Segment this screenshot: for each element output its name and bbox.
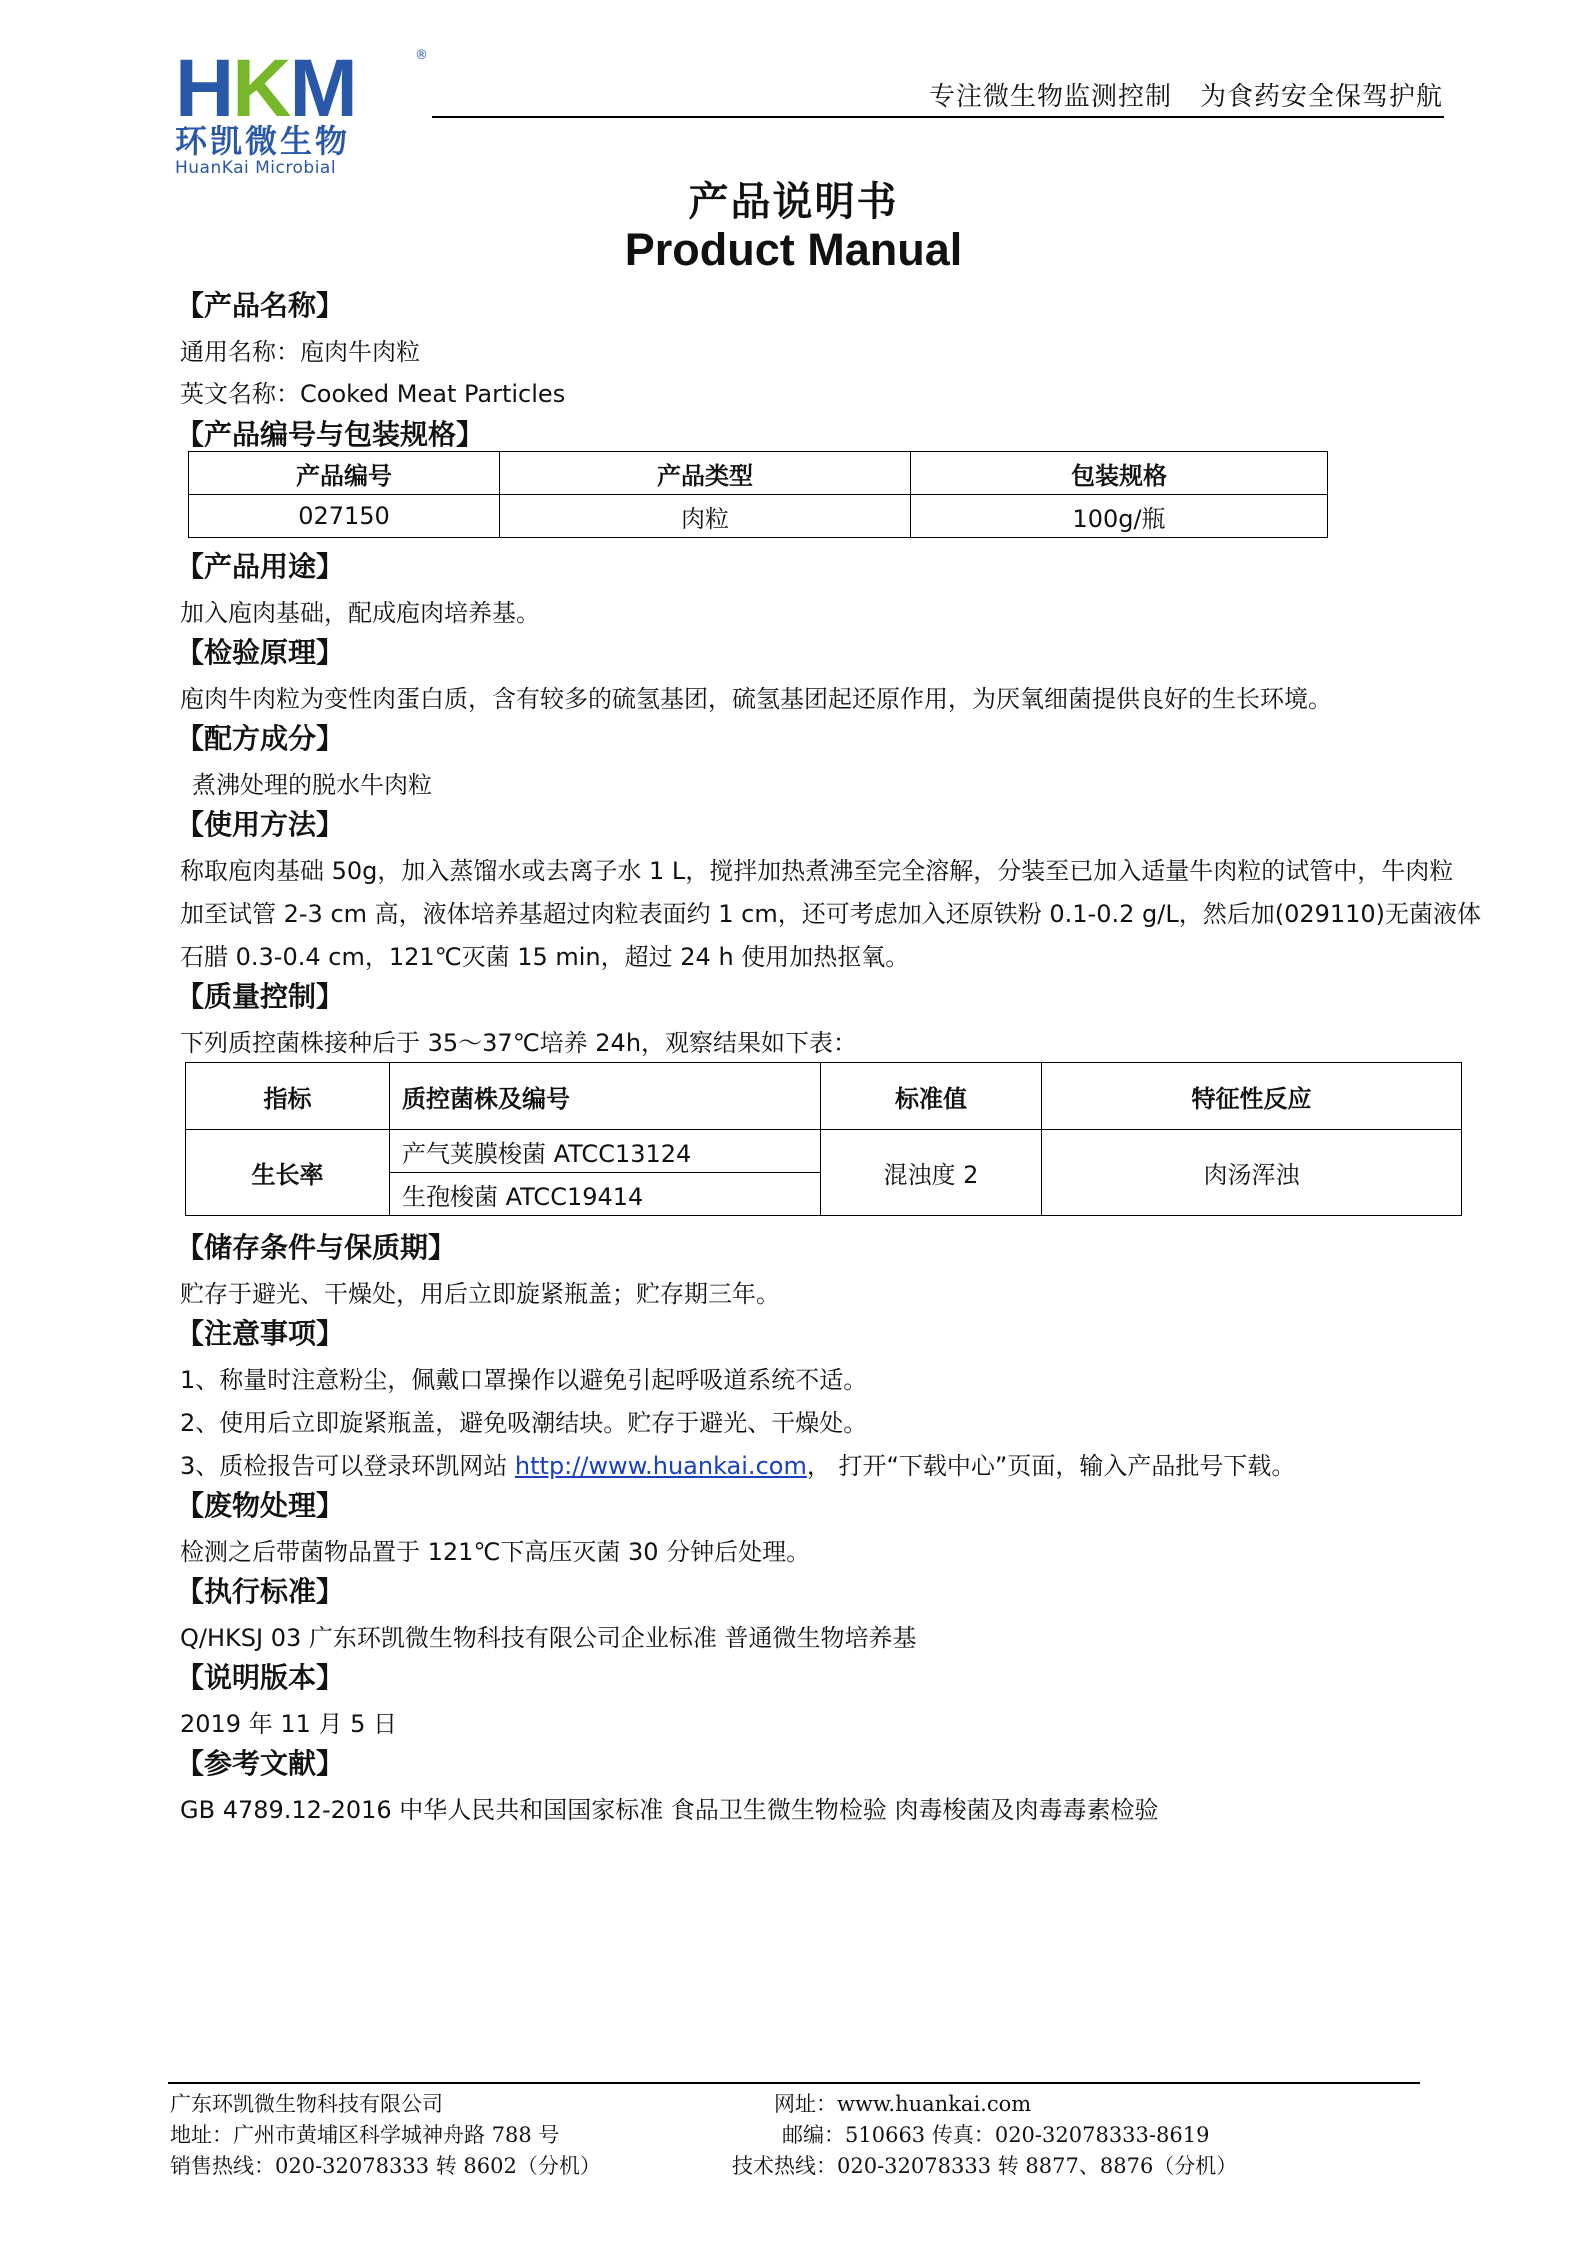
section-heading-reference: 【参考文献】	[176, 1747, 345, 1780]
section-heading-standard: 【执行标准】	[176, 1575, 345, 1608]
method-line-3: 石腊 0.3-0.4 cm，121℃灭菌 15 min，超过 24 h 使用加热抠氧。	[180, 943, 910, 971]
spec-cell-package: 100g/瓶	[911, 495, 1328, 538]
standard-text: Q/HKSJ 03 广东环凯微生物科技有限公司企业标准 普通微生物培养基	[180, 1624, 917, 1652]
section-heading-method: 【使用方法】	[176, 808, 345, 841]
footer-website: 网址：www.huankai.com	[774, 2092, 1032, 2116]
qc-cell-strain-1: 产气荚膜梭菌 ATCC13124	[390, 1130, 821, 1173]
qc-header-indicator: 指标	[186, 1063, 390, 1130]
section-heading-qc: 【质量控制】	[176, 980, 345, 1013]
section-heading-formula: 【配方成分】	[176, 722, 345, 755]
qc-cell-reaction: 肉汤浑浊	[1042, 1130, 1462, 1216]
spec-header-package: 包装规格	[911, 452, 1328, 495]
section-heading-version: 【说明版本】	[176, 1661, 345, 1694]
website-link[interactable]: http://www.huankai.com	[514, 1452, 807, 1480]
footer-sales-hotline: 销售热线：020-32078333 转 8602（分机）	[170, 2154, 601, 2178]
footer-company: 广东环凯微生物科技有限公司	[170, 2092, 443, 2116]
note-item-3	[180, 1446, 1295, 1481]
logo-chinese-name: 环凯微生物	[175, 122, 351, 160]
section-heading-spec: 【产品编号与包装规格】	[176, 418, 485, 451]
section-heading-principle: 【检验原理】	[176, 636, 345, 669]
waste-text: 检测之后带菌物品置于 121℃下高压灭菌 30 分钟后处理。	[180, 1538, 811, 1566]
registered-icon: ®	[415, 48, 428, 63]
logo-english-name: HuanKai Microbial	[175, 158, 337, 178]
title-chinese: 产品说明书	[688, 179, 899, 225]
title-english: Product Manual	[624, 224, 963, 275]
slogan-part-2: 为食药安全保驾护航	[1199, 82, 1443, 112]
usage-text: 加入庖肉基础，配成庖肉培养基。	[180, 599, 540, 627]
qc-cell-strain-2: 生孢梭菌 ATCC19414	[390, 1173, 821, 1216]
storage-text: 贮存于避光、干燥处，用后立即旋紧瓶盖；贮存期三年。	[180, 1280, 780, 1308]
qc-table	[185, 1062, 1462, 1216]
spec-cell-type: 肉粒	[500, 495, 911, 538]
formula-text: 煮沸处理的脱水牛肉粒	[192, 771, 432, 799]
spec-table-header-row	[189, 452, 1328, 495]
section-heading-product-name: 【产品名称】	[176, 289, 345, 322]
spec-table	[188, 451, 1328, 538]
version-text: 2019 年 11 月 5 日	[180, 1710, 398, 1738]
qc-table-header-row	[186, 1063, 1462, 1130]
principle-text: 庖肉牛肉粒为变性肉蛋白质，含有较多的硫氢基团，硫氢基团起还原作用，为厌氧细菌提供良好的生长环境。	[180, 685, 1332, 713]
method-line-2: 加至试管 2-3 cm 高，液体培养基超过肉粒表面约 1 cm，还可考虑加入还原铁粉 0.1-0.2 g/L，然后加(029110)无菌液体	[180, 900, 1482, 928]
common-name: 通用名称：庖肉牛肉粒	[180, 338, 420, 366]
english-name: 英文名称：Cooked Meat Particles	[180, 380, 566, 408]
footer-address: 地址：广州市黄埔区科学城神舟路 788 号	[170, 2123, 560, 2147]
footer-tech-hotline: 技术热线：020-32078333 转 8877、8876（分机）	[732, 2154, 1238, 2178]
qc-header-standard: 标准值	[821, 1063, 1042, 1130]
slogan-part-1: 专注微生物监测控制	[928, 82, 1172, 112]
slogan	[929, 76, 1443, 113]
section-heading-storage: 【储存条件与保质期】	[176, 1231, 457, 1264]
section-heading-usage: 【产品用途】	[176, 550, 345, 583]
header-divider	[432, 116, 1444, 118]
qc-header-reaction: 特征性反应	[1042, 1063, 1462, 1130]
section-heading-waste: 【废物处理】	[176, 1489, 345, 1522]
note-item-3-prefix: 3、质检报告可以登录环凯网站	[180, 1452, 515, 1480]
qc-table-row	[186, 1130, 1462, 1173]
section-heading-notes: 【注意事项】	[176, 1317, 345, 1350]
note-item-1: 1、称量时注意粉尘，佩戴口罩操作以避免引起呼吸道系统不适。	[180, 1366, 868, 1394]
spec-header-type: 产品类型	[500, 452, 911, 495]
qc-cell-indicator: 生长率	[186, 1130, 390, 1216]
spec-table-row	[189, 495, 1328, 538]
qc-header-strain: 质控菌株及编号	[390, 1063, 821, 1130]
method-line-1: 称取庖肉基础 50g，加入蒸馏水或去离子水 1 L，搅拌加热煮沸至完全溶解，分装至已加入适量牛肉粒的试管中，牛肉粒	[180, 857, 1454, 885]
spec-header-code: 产品编号	[189, 452, 500, 495]
reference-text: GB 4789.12-2016 中华人民共和国国家标准 食品卫生微生物检验 肉毒梭菌及肉毒毒素检验	[180, 1796, 1159, 1824]
note-item-3-suffix: ， 打开“下载中心”页面，输入产品批号下载。	[806, 1452, 1296, 1480]
footer-postcode-fax: 邮编：510663 传真：020-32078333-8619	[782, 2123, 1210, 2147]
qc-intro: 下列质控菌株接种后于 35～37℃培养 24h，观察结果如下表：	[180, 1029, 858, 1057]
note-item-2: 2、使用后立即旋紧瓶盖，避免吸潮结块。贮存于避光、干燥处。	[180, 1409, 868, 1437]
footer-divider	[168, 2082, 1420, 2084]
qc-cell-standard: 混浊度 2	[821, 1130, 1042, 1216]
company-logo	[175, 43, 435, 178]
logo-mark: HKM	[175, 43, 356, 134]
spec-cell-code: 027150	[189, 495, 500, 538]
